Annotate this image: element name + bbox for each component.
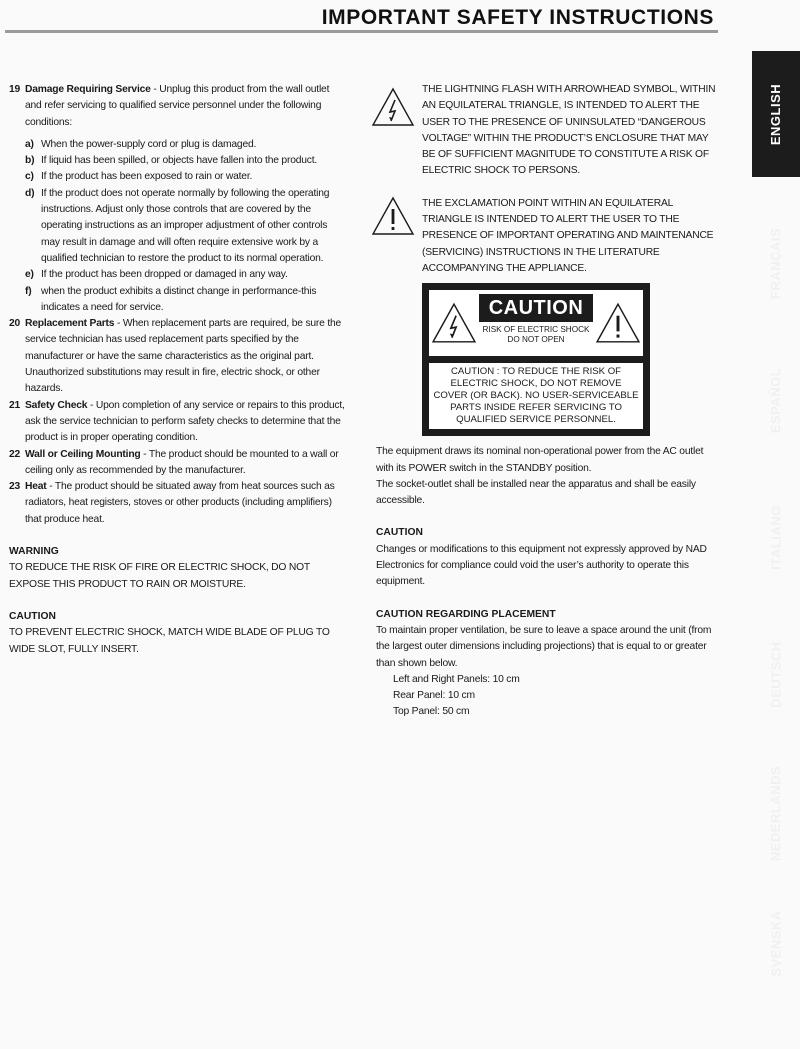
- exclamation-text: THE EXCLAMATION POINT WITHIN AN EQUILATERAL TRIANGLE IS INTENDED TO ALERT THE USER TO THE PRESENCE OF IMPORTANT OPERATING AND MAINTENANCE (SERVICING) INSTRUCTIONS IN THE LITERATURE ACCOMPANYING THE APPLIANCE.: [422, 197, 714, 274]
- warning-text: TO REDUCE THE RISK OF FIRE OR ELECTRIC SHOCK, DO NOT EXPOSE THIS PRODUCT TO RAIN OR MOISTURE.: [9, 562, 310, 590]
- item-text: - When replacement parts are required, be sure the service technician has used replacement parts specified by the manufacturer or have the same characteristics as the original part. Unauthorized substitutions may result in fire, electric shock, or other hazards.: [25, 318, 342, 395]
- exclamation-triangle-icon: [371, 196, 415, 236]
- item-title: Damage Requiring Service: [25, 84, 151, 95]
- caution-label: [422, 283, 650, 436]
- side-tab-label: NEDERLANDS: [768, 765, 784, 861]
- side-tab-espanol[interactable]: [752, 337, 800, 463]
- list-letter: d): [25, 187, 35, 199]
- caution-body-line: COVER (OR BACK). NO USER-SERVICEABLE: [433, 390, 639, 402]
- side-tab-label: ESPAÑOL: [768, 367, 784, 433]
- caution-subtitle-line: RISK OF ELECTRIC SHOCK: [482, 325, 590, 335]
- side-tab-label: SVENSKA: [768, 909, 784, 977]
- list-letter: a): [25, 138, 34, 150]
- item-number: 21: [9, 399, 21, 411]
- caution-body-line: PARTS INSIDE REFER SERVICING TO: [450, 402, 622, 414]
- lightning-symbol-note: [376, 82, 716, 180]
- item-title: Wall or Ceiling Mounting: [25, 448, 141, 460]
- item-text: - Upon completion of any service or repairs to this product, ask the service technician to perform safety checks to determine that the product is in proper operating condition.: [25, 399, 345, 444]
- instruction-19: [9, 82, 345, 131]
- item-title: Replacement Parts: [25, 318, 115, 330]
- item-text: - Unplug this product from the wall outlet and refer servicing to qualified service personnel under the following conditions:: [25, 84, 330, 128]
- left-column: [9, 82, 345, 658]
- side-tab-francais[interactable]: [752, 200, 800, 326]
- list-text: when the product exhibits a distinct change in performance-this indicates a need for service.: [41, 285, 317, 313]
- item-number: 20: [9, 318, 21, 330]
- list-letter: f): [25, 285, 32, 297]
- instruction-23: [9, 479, 345, 528]
- item-number: 23: [9, 481, 21, 493]
- item-text: - The product should be situated away from heat sources such as radiators, heat registers, stoves or other products (including amplifiers) that produce heat.: [25, 481, 335, 525]
- list-item: [9, 186, 345, 267]
- exclamation-symbol-note: [376, 196, 716, 277]
- caution-text: TO PREVENT ELECTRIC SHOCK, MATCH WIDE BLADE OF PLUG TO WIDE SLOT, FULLY INSERT.: [9, 627, 330, 655]
- right-column: [376, 82, 716, 721]
- list-letter: e): [25, 269, 34, 281]
- page-title: IMPORTANT SAFETY INSTRUCTIONS: [321, 6, 714, 29]
- side-tab-label: ENGLISH: [768, 83, 784, 145]
- list-item: [9, 137, 345, 153]
- item-number: 22: [9, 448, 21, 460]
- list-item: [9, 267, 345, 283]
- header-divider: [5, 30, 718, 33]
- caution-label-title: CAUTION: [479, 294, 593, 322]
- caution-heading: CAUTION: [9, 610, 56, 622]
- list-item: [9, 284, 345, 317]
- caution2-text: Changes or modifications to this equipment not expressly approved by NAD Electronics for compliance could void the user’s authority to operate this equipment.: [376, 543, 707, 588]
- list-text: If liquid has been spilled, or objects have fallen into the product.: [41, 155, 318, 167]
- side-tab-deutsch[interactable]: [752, 611, 800, 737]
- list-text: If the product has been exposed to rain or water.: [41, 171, 253, 183]
- caution-label-center: [479, 290, 593, 356]
- side-tab-nederlands[interactable]: [752, 750, 800, 876]
- caution-body-line: CAUTION : TO REDUCE THE RISK OF: [450, 366, 622, 378]
- caution-subtitle-line: DO NOT OPEN: [507, 335, 565, 345]
- caution-body-line: QUALIFIED SERVICE PERSONNEL.: [456, 414, 616, 426]
- item-title: Heat: [25, 481, 47, 493]
- item-text: - The product should be mounted to a wall or ceiling only as recommended by the manufacturer.: [25, 448, 339, 476]
- power-text: The equipment draws its nominal non-operational power from the AC outlet with its POWER switch in the STANDBY position.: [376, 446, 704, 474]
- caution-exclamation-icon: [593, 290, 643, 356]
- list-item: [9, 169, 345, 185]
- side-tab-italiano[interactable]: [752, 474, 800, 600]
- conditions-list: [9, 137, 345, 316]
- item-title: Safety Check: [25, 399, 88, 411]
- placement-heading: CAUTION REGARDING PLACEMENT: [376, 608, 556, 620]
- list-text: If the product does not operate normally by following the operating instructions. Adjust only those controls that are covered by the operating instructions as an improper adjustment of other controls may result in damage and will often require extensive work by a qualified technician to restore the product to its normal operation.: [41, 187, 330, 264]
- instruction-20: [9, 316, 345, 397]
- placement-text: To maintain proper ventilation, be sure to leave a space around the unit (from the largest outer dimensions including projections) that is equal to or greater than shown below.: [376, 624, 712, 669]
- socket-text: The socket-outlet shall be installed near the apparatus and shall be easily accessible.: [376, 478, 696, 507]
- placement-line: Rear Panel: 10 cm: [393, 690, 475, 702]
- list-item: [9, 153, 345, 169]
- side-tab-label: DEUTSCH: [768, 640, 784, 708]
- side-tab-label: ITALIANO: [768, 504, 784, 570]
- instruction-22: [9, 447, 345, 480]
- caution-label-subtitle: [483, 325, 590, 345]
- caution-label-top: [429, 290, 643, 356]
- warning-heading: WARNING: [9, 546, 59, 558]
- placement-line: Left and Right Panels: 10 cm: [393, 673, 520, 685]
- item-number: 19: [9, 84, 21, 95]
- caution-lightning-icon: [429, 290, 479, 356]
- list-letter: b): [25, 155, 35, 167]
- list-letter: c): [25, 171, 34, 183]
- list-text: When the power-supply cord or plug is damaged.: [41, 138, 257, 150]
- caution-body-line: ELECTRIC SHOCK, DO NOT REMOVE: [450, 378, 622, 390]
- instruction-21: [9, 398, 345, 447]
- side-tab-english[interactable]: [752, 51, 800, 177]
- lightning-triangle-icon: [371, 87, 415, 127]
- list-text: If the product has been dropped or damaged in any way.: [41, 269, 288, 281]
- lightning-text: THE LIGHTNING FLASH WITH ARROWHEAD SYMBOL, WITHIN AN EQUILATERAL TRIANGLE, IS INTENDED TO ALERT THE USER TO THE PRESENCE OF UNINSULATED “DANGEROUS VOLTAGE” WITHIN THE PRODUCT’S ENCLOSURE THAT MAY BE OF SUFFICIENT MAGNITUDE TO CONSTITUTE A RISK OF ELECTRIC SHOCK TO PERSONS.: [422, 84, 716, 177]
- side-tab-label: FRANÇAIS: [768, 227, 784, 299]
- caution-label-body: [429, 363, 643, 429]
- placement-line: Top Panel: 50 cm: [393, 706, 470, 718]
- caution2-heading: CAUTION: [376, 527, 423, 539]
- side-tab-svenska[interactable]: [752, 880, 800, 1006]
